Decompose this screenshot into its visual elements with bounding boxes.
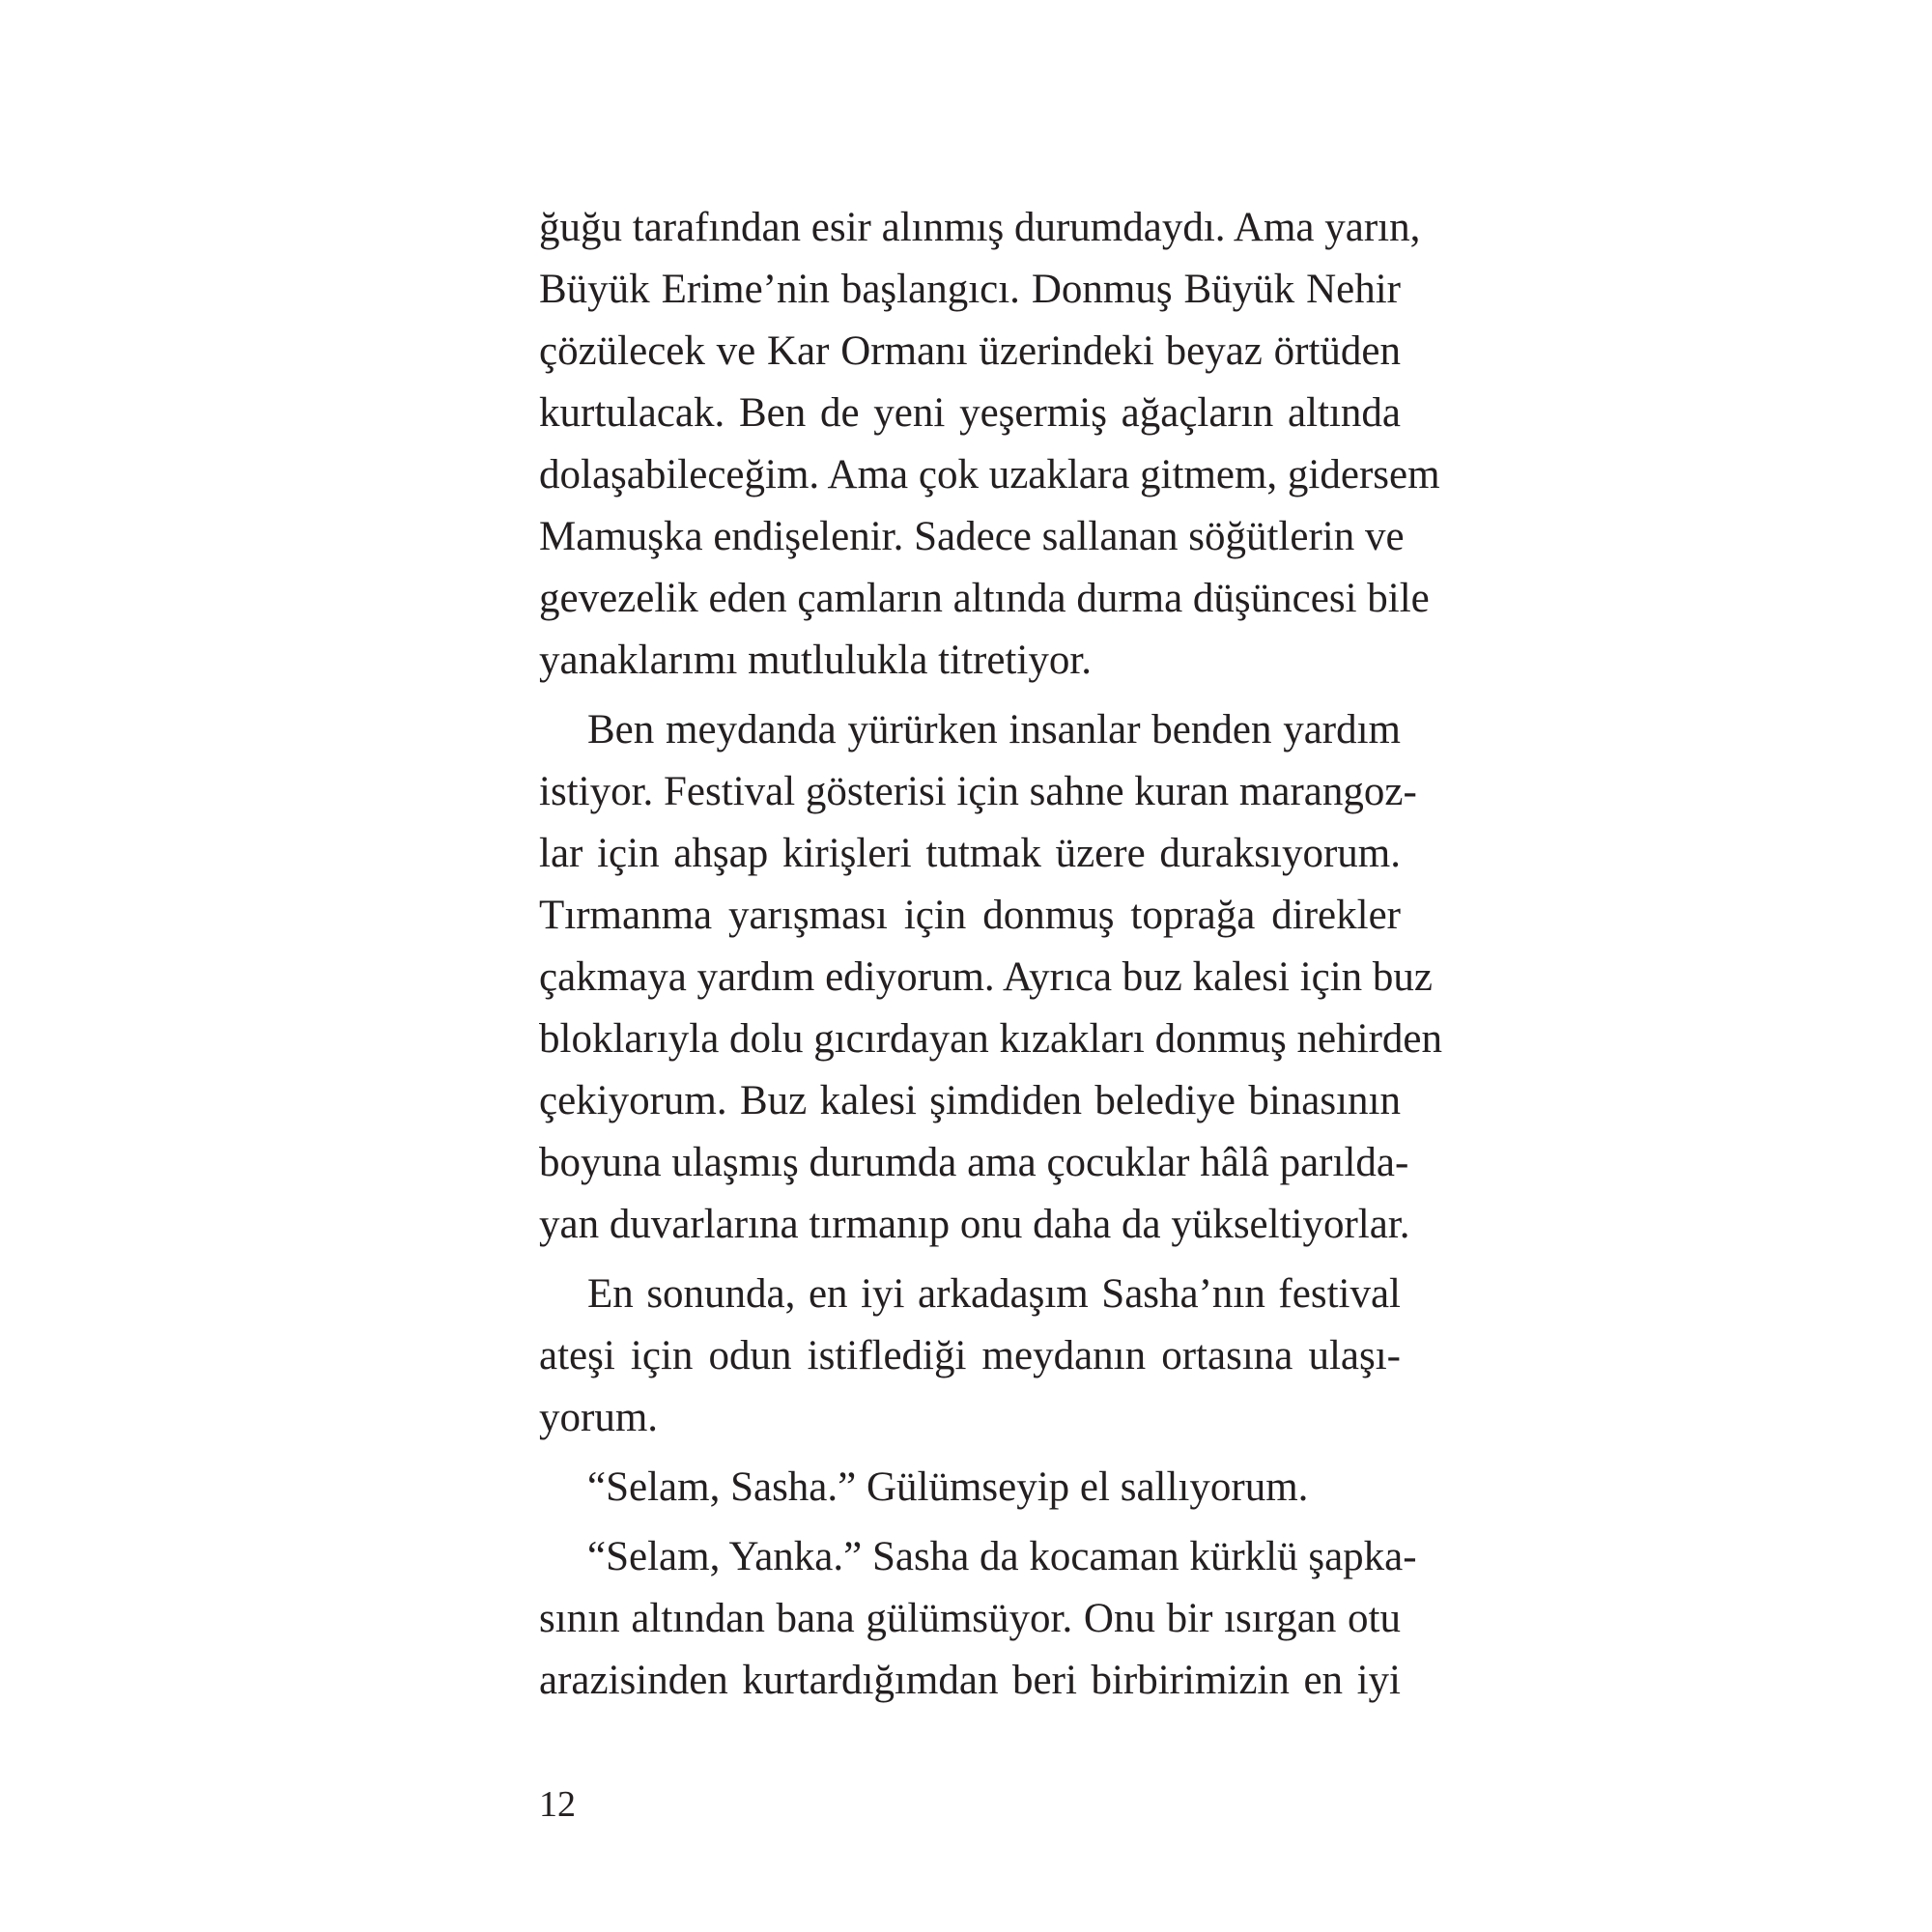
text-line: arazisinden kurtardığımdan beri birbirimizin en iyi: [539, 1658, 1401, 1703]
paragraph-3: [539, 1264, 1401, 1449]
text-line: lar için ahşap kirişleri tutmak üzere duraksıyorum.: [539, 831, 1401, 876]
text-line: “Selam, Sasha.” Gülümseyip el sallıyorum.: [587, 1464, 1309, 1510]
paragraph-2: [539, 699, 1442, 1256]
page-number: 12: [539, 1784, 576, 1825]
text-line: yanaklarımı mutlulukla titretiyor.: [539, 638, 1093, 683]
text-line: çekiyorum. Buz kalesi şimdiden belediye binasının: [539, 1078, 1401, 1123]
text-line: çözülecek ve Kar Ormanı üzerindeki beyaz örtüden: [539, 328, 1401, 374]
paragraph-5: [539, 1526, 1417, 1712]
text-line: ğuğu tarafından esir alınmış durumdaydı. Ama yarın,: [539, 205, 1421, 250]
text-line: sının altından bana gülümsüyor. Onu bir ısırgan otu: [539, 1596, 1401, 1641]
text-line: “Selam, Yanka.” Sasha da kocaman kürklü şapka-: [587, 1534, 1417, 1579]
paragraph-4: [539, 1457, 1401, 1519]
text-line: çakmaya yardım ediyorum. Ayrıca buz kalesi için buz: [539, 954, 1434, 1000]
text-line: En sonunda, en iyi arkadaşım Sasha’nın festival: [587, 1271, 1401, 1317]
text-line: Mamuşka endişelenir. Sadece sallanan söğütlerin ve: [539, 514, 1405, 559]
body-text: [539, 197, 1442, 1719]
text-line: gevezelik eden çamların altında durma düşüncesi bile: [539, 576, 1430, 621]
text-line: istiyor. Festival gösterisi için sahne kuran marangoz-: [539, 769, 1417, 814]
text-line: yan duvarlarına tırmanıp onu daha da yükseltiyorlar.: [539, 1202, 1410, 1247]
text-line: Ben meydanda yürürken insanlar benden yardım: [587, 707, 1401, 753]
text-line: boyuna ulaşmış durumda ama çocuklar hâlâ parılda-: [539, 1140, 1409, 1185]
text-line: dolaşabileceğim. Ama çok uzaklara gitmem, gidersem: [539, 452, 1440, 497]
text-line: Tırmanma yarışması için donmuş toprağa direkler: [539, 893, 1401, 938]
text-line: kurtulacak. Ben de yeni yeşermiş ağaçların altında: [539, 390, 1401, 436]
text-line: yorum.: [539, 1395, 659, 1440]
text-line: Büyük Erime’nin başlangıcı. Donmuş Büyük Nehir: [539, 267, 1401, 312]
text-line: ateşi için odun istiflediği meydanın ortasına ulaşı-: [539, 1333, 1401, 1378]
text-line: bloklarıyla dolu gıcırdayan kızakları donmuş nehirden: [539, 1016, 1442, 1062]
paragraph-1: [539, 197, 1440, 692]
